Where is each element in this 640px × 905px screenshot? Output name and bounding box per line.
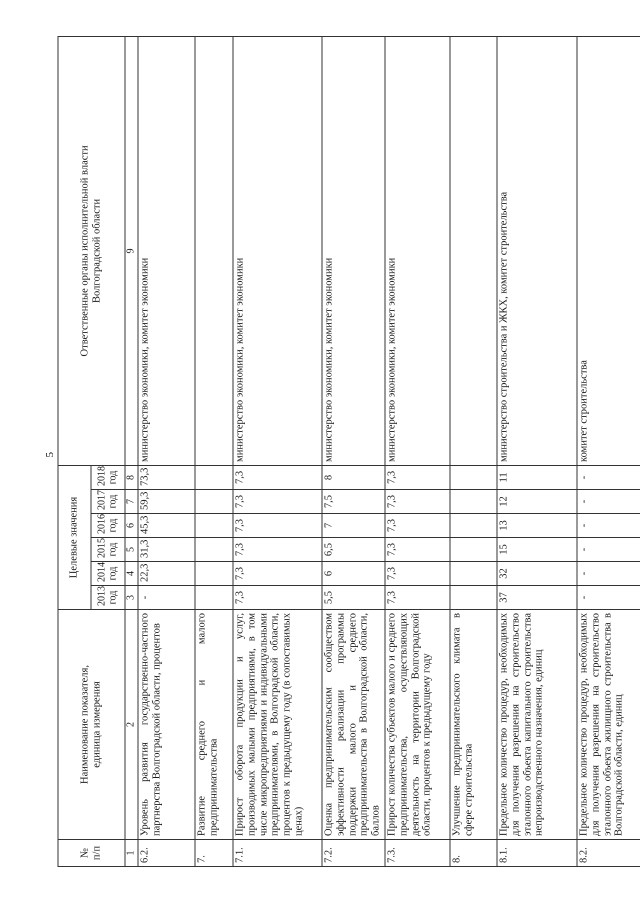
target-value: 7,5 xyxy=(322,490,385,514)
header-year: 2014 год xyxy=(91,562,125,586)
target-value xyxy=(195,562,233,586)
row-number: 8. xyxy=(450,840,497,867)
target-value xyxy=(450,514,497,538)
column-number: 3 xyxy=(125,586,138,610)
target-value: - xyxy=(577,538,640,562)
header-year: 2015 год xyxy=(91,538,125,562)
header-year: 2018 год xyxy=(91,465,125,489)
row-number: 7.1. xyxy=(233,840,322,867)
column-number: 6 xyxy=(125,514,138,538)
target-value xyxy=(195,586,233,610)
target-value: 7,3 xyxy=(233,465,322,489)
responsible-body xyxy=(450,36,497,465)
target-value xyxy=(450,538,497,562)
target-value xyxy=(450,465,497,489)
target-value: 7,3 xyxy=(233,538,322,562)
column-number: 1 xyxy=(125,840,138,867)
column-number: 2 xyxy=(125,610,138,840)
header-target-values: Целевые значения xyxy=(58,465,91,609)
target-value: 31,3 xyxy=(138,538,195,562)
target-value: - xyxy=(577,562,640,586)
table-row xyxy=(233,36,322,866)
row-number: 7.3. xyxy=(385,840,450,867)
target-value xyxy=(450,586,497,610)
target-value: 7,3 xyxy=(385,538,450,562)
column-number: 8 xyxy=(125,465,138,489)
indicator-name: Прирост оборота продукции и услуг, производимых малыми предприятиями, в том числе микропредприятиями и индивидуальными предпринимателями, в Волгоградской области, процентов к предыдущему году (в сопоставимых ценах) xyxy=(233,610,322,840)
column-number: 5 xyxy=(125,538,138,562)
row-number: 6.2. xyxy=(138,840,195,867)
indicator-name: Улучшение предпринимательского климата в сфере строительства xyxy=(450,610,497,840)
target-value: 7,3 xyxy=(385,562,450,586)
target-value: 45,3 xyxy=(138,514,195,538)
target-value: 22,3 xyxy=(138,562,195,586)
column-number: 4 xyxy=(125,562,138,586)
target-value: 6 xyxy=(322,562,385,586)
target-value: - xyxy=(577,490,640,514)
header-responsible: Ответственные органы исполнительной власти Волгоградской области xyxy=(58,36,125,465)
row-number: 7. xyxy=(195,840,233,867)
target-value xyxy=(450,562,497,586)
target-value xyxy=(195,490,233,514)
header-num: № п/п xyxy=(58,840,125,867)
target-value: 7,3 xyxy=(233,562,322,586)
target-value: 13 xyxy=(497,514,577,538)
column-number: 7 xyxy=(125,490,138,514)
indicator-name: Уровень развития государственно-частного партнерства Волгоградской области, процентов xyxy=(138,610,195,840)
target-value: 7,3 xyxy=(385,465,450,489)
responsible-body: комитет строительства xyxy=(577,36,640,465)
rotated-page xyxy=(58,37,625,867)
target-value: 7,3 xyxy=(233,490,322,514)
target-value: 7 xyxy=(322,514,385,538)
header-year: 2016 год xyxy=(91,514,125,538)
indicator-name: Развитие среднего и малого предпринимательства xyxy=(195,610,233,840)
target-value: 7,3 xyxy=(233,514,322,538)
target-value: 32 xyxy=(497,562,577,586)
row-number: 7.2. xyxy=(322,840,385,867)
responsible-body: министерство экономики, комитет экономики xyxy=(322,36,385,465)
table-row xyxy=(450,36,497,866)
target-value: 6,5 xyxy=(322,538,385,562)
indicator-name: Прирост количества субъектов малого и среднего предпринимательства, осуществляющих деятельность на территории Волгоградской области, процентов к предыдущему году xyxy=(385,610,450,840)
responsible-body: министерство экономики, комитет экономики xyxy=(233,36,322,465)
target-value: - xyxy=(577,586,640,610)
header-name: Наименование показателя, единица измерения xyxy=(58,610,125,840)
row-number: 8.1. xyxy=(497,840,577,867)
table-row xyxy=(195,36,233,866)
table-row xyxy=(577,36,640,866)
table-row xyxy=(138,36,195,866)
column-number: 9 xyxy=(125,36,138,465)
table-row xyxy=(385,36,450,866)
responsible-body: министерство экономики, комитет экономики xyxy=(385,36,450,465)
target-value: 5,5 xyxy=(322,586,385,610)
responsible-body: министерство экономики, комитет экономики xyxy=(138,36,195,465)
target-value: - xyxy=(138,586,195,610)
target-value xyxy=(195,538,233,562)
header-year: 2017 год xyxy=(91,490,125,514)
indicator-name: Оценка предпринимательским сообществом эффективности реализации программы поддержки малого и среднего предпринимательства в Волгоградской области, баллов xyxy=(322,610,385,840)
target-value: - xyxy=(577,514,640,538)
table-row xyxy=(497,36,577,866)
target-value: 15 xyxy=(497,538,577,562)
target-value: 7,3 xyxy=(385,490,450,514)
responsible-body: министерство строительства и ЖКХ, комитет строительства xyxy=(497,36,577,465)
target-value xyxy=(195,514,233,538)
indicator-name: Предельное количество процедур, необходимых для получения разрешения на строительство эталонного объекта жилищного строительства в Волгоградской области, единиц xyxy=(577,610,640,840)
target-value xyxy=(195,465,233,489)
target-indicators-table xyxy=(58,36,640,867)
table-row xyxy=(322,36,385,866)
target-value: 7,3 xyxy=(385,514,450,538)
target-value: 59,3 xyxy=(138,490,195,514)
row-number: 8.2. xyxy=(577,840,640,867)
page-number: 5 xyxy=(44,452,56,458)
target-value: 12 xyxy=(497,490,577,514)
target-value xyxy=(450,490,497,514)
target-value: 8 xyxy=(322,465,385,489)
target-value: 7,3 xyxy=(385,586,450,610)
header-year: 2013 год xyxy=(91,586,125,610)
target-value: 11 xyxy=(497,465,577,489)
target-value: - xyxy=(577,465,640,489)
responsible-body xyxy=(195,36,233,465)
target-value: 37 xyxy=(497,586,577,610)
target-value: 73,3 xyxy=(138,465,195,489)
indicator-name: Предельное количество процедур, необходимых для получения разрешения на строительство эталонного объекта капитального строительства непроизводственного назначения, единиц xyxy=(497,610,577,840)
target-value: 7,3 xyxy=(233,586,322,610)
